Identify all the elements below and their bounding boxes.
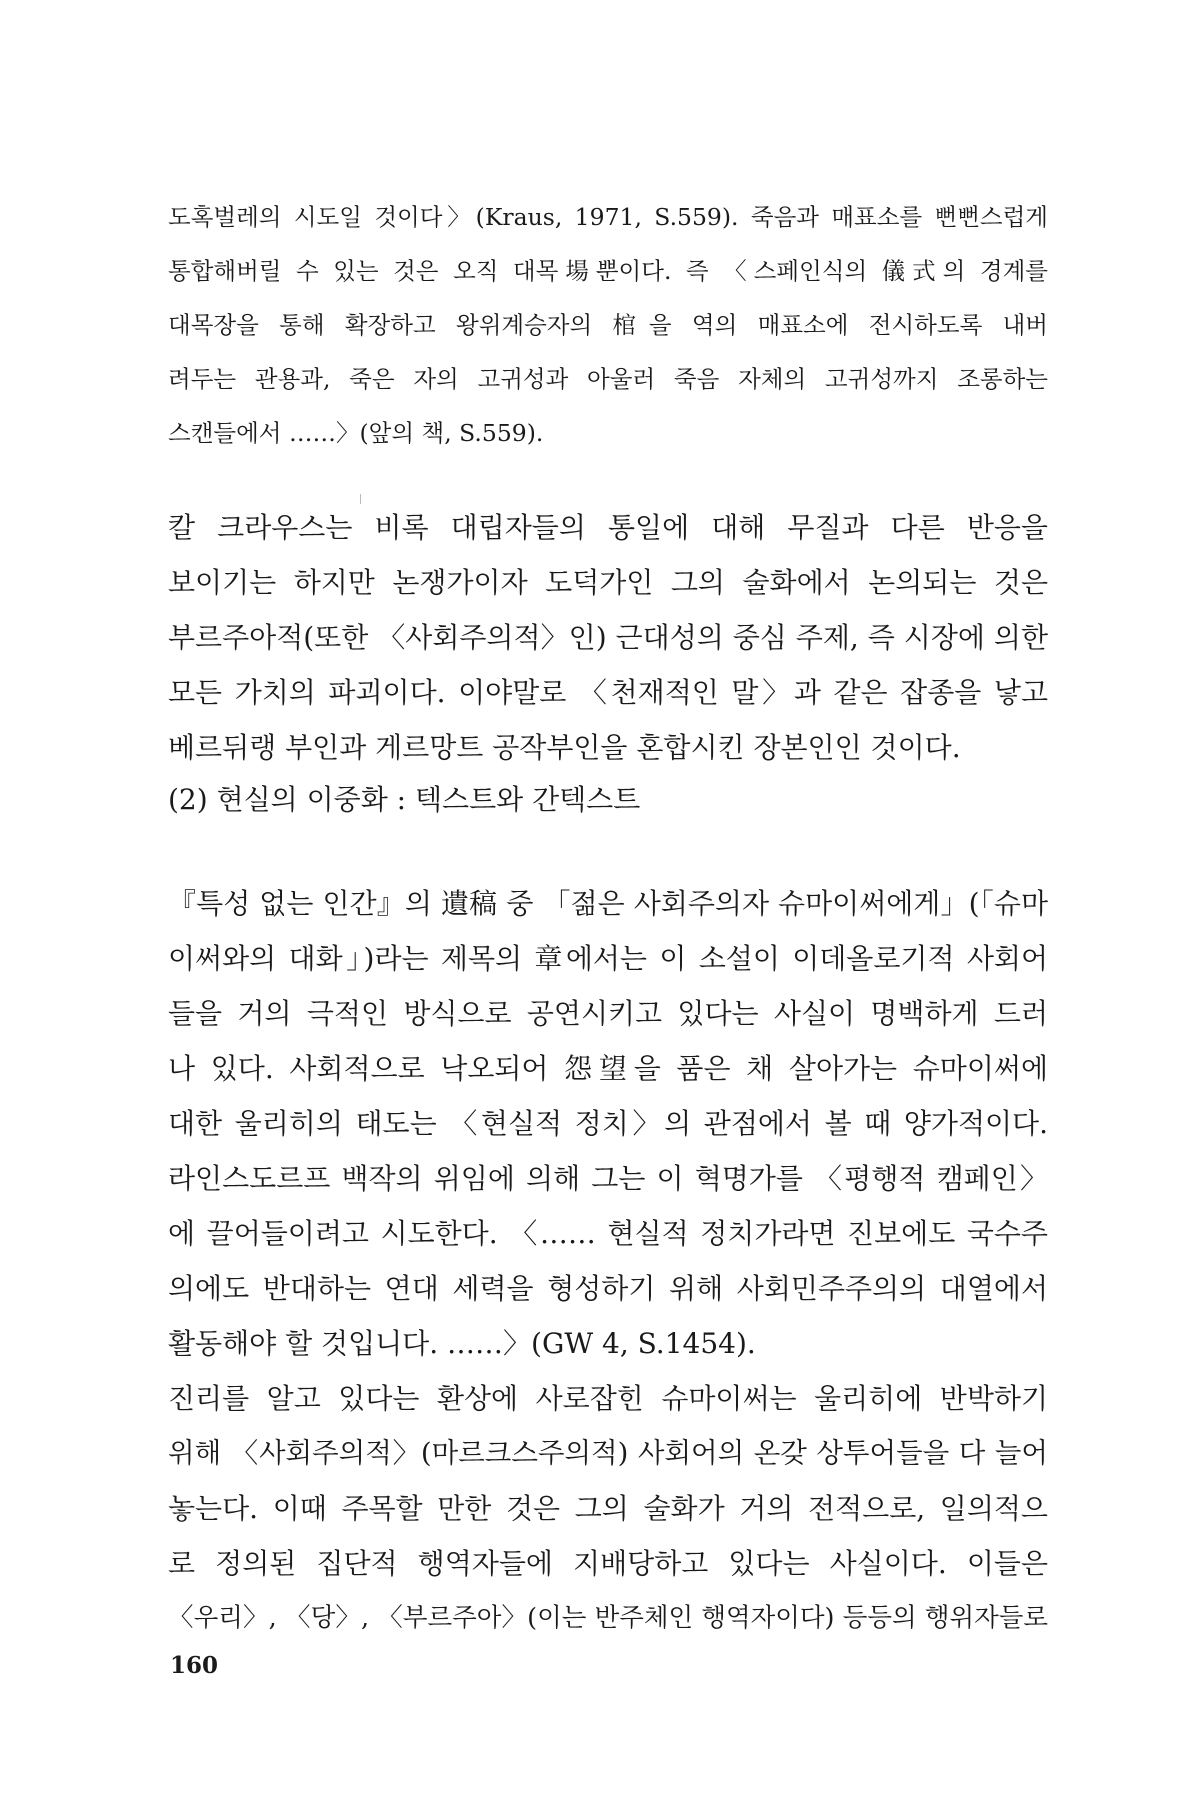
paragraph-line: 〈우리〉, 〈당〉, 〈부르주아〉(이는 반주체인 행역자이다) 등등의 행위자들로 — [168, 1603, 1048, 1633]
paragraph-line: 칼 크라우스는 비록 대립자들의 통일에 대해 무질과 다른 반응을 — [168, 511, 1048, 544]
paragraph-line: 보이기는 하지만 논쟁가이자 도덕가인 그의 술화에서 논의되는 것은 — [168, 566, 1048, 599]
paragraph-line: 진리를 알고 있다는 환상에 사로잡힌 슈마이써는 울리히에 반박하기 — [168, 1382, 1048, 1415]
paragraph-line: 부르주아적(또한 〈사회주의적〉인) 근대성의 중심 주제, 즉 시장에 의한 — [168, 621, 1048, 654]
paragraph-line: 『특성 없는 인간』의 遺稿 중 「젊은 사회주의자 슈마이써에게」(「슈마 — [168, 887, 1048, 920]
paragraph-line: 대한 울리히의 태도는 〈현실적 정치〉의 관점에서 볼 때 양가적이다. — [168, 1107, 1048, 1140]
quote-line: 대목장을 통해 확장하고 왕위계승자의 棺을 역의 매표소에 전시하도록 내버 — [168, 311, 1048, 339]
section-heading: (2) 현실의 이중화 : 텍스트와 간텍스트 — [168, 783, 641, 816]
paragraph-2 — [168, 876, 1048, 1371]
page-number: 160 — [170, 1652, 219, 1679]
paragraph-line: 베르뒤랭 부인과 게르망트 공작부인을 혼합시킨 장본인인 것이다. — [168, 731, 961, 764]
paragraph-line: 들을 거의 극적인 방식으로 공연시키고 있다는 사실이 명백하게 드러 — [168, 997, 1048, 1030]
paragraph-3 — [168, 1371, 1048, 1646]
paragraph-line: 에 끌어들이려고 시도한다. 〈…… 현실적 정치가라면 진보에도 국수주 — [168, 1217, 1048, 1250]
paragraph-line: 활동해야 할 것입니다. ……〉(GW 4, S.1454). — [168, 1327, 756, 1360]
paragraph-line: 위해 〈사회주의적〉(마르크스주의적) 사회어의 온갖 상투어들을 다 늘어 — [168, 1437, 1048, 1469]
paragraph-line: 로 정의된 집단적 행역자들에 지배당하고 있다는 사실이다. 이들은 — [168, 1547, 1048, 1580]
quote-line: 통합해버릴 수 있는 것은 오직 대목場뿐이다. 즉 〈스페인식의 儀式의 경계를 — [168, 257, 1048, 285]
paragraph-1 — [168, 500, 1048, 775]
paragraph-line: 모든 가치의 파괴이다. 이야말로 〈천재적인 말〉과 같은 잡종을 낳고 — [168, 676, 1048, 709]
quote-line: 스캔들에서 ……〉(앞의 책, S.559). — [168, 419, 544, 447]
paragraph-line: 나 있다. 사회적으로 낙오되어 怨望을 품은 채 살아가는 슈마이써에 — [168, 1052, 1048, 1085]
quote-line: 도혹벌레의 시도일 것이다〉(Kraus, 1971, S.559). 죽음과 매표소를 뻔뻔스럽게 — [168, 203, 1048, 231]
paragraph-line: 놓는다. 이때 주목할 만한 것은 그의 술화가 거의 전적으로, 일의적으 — [168, 1492, 1048, 1525]
block-quote — [168, 190, 1048, 460]
paragraph-line: 의에도 반대하는 연대 세력을 형성하기 위해 사회민주주의의 대열에서 — [168, 1272, 1048, 1305]
paragraph-line: 라인스도르프 백작의 위임에 의해 그는 이 혁명가를 〈평행적 캠페인〉 — [168, 1162, 1048, 1195]
quote-line: 려두는 관용과, 죽은 자의 고귀성과 아울러 죽음 자체의 고귀성까지 조롱하는 — [168, 365, 1048, 393]
paragraph-line: 이써와의 대화」)라는 제목의 章에서는 이 소설이 이데올로기적 사회어 — [168, 942, 1048, 975]
